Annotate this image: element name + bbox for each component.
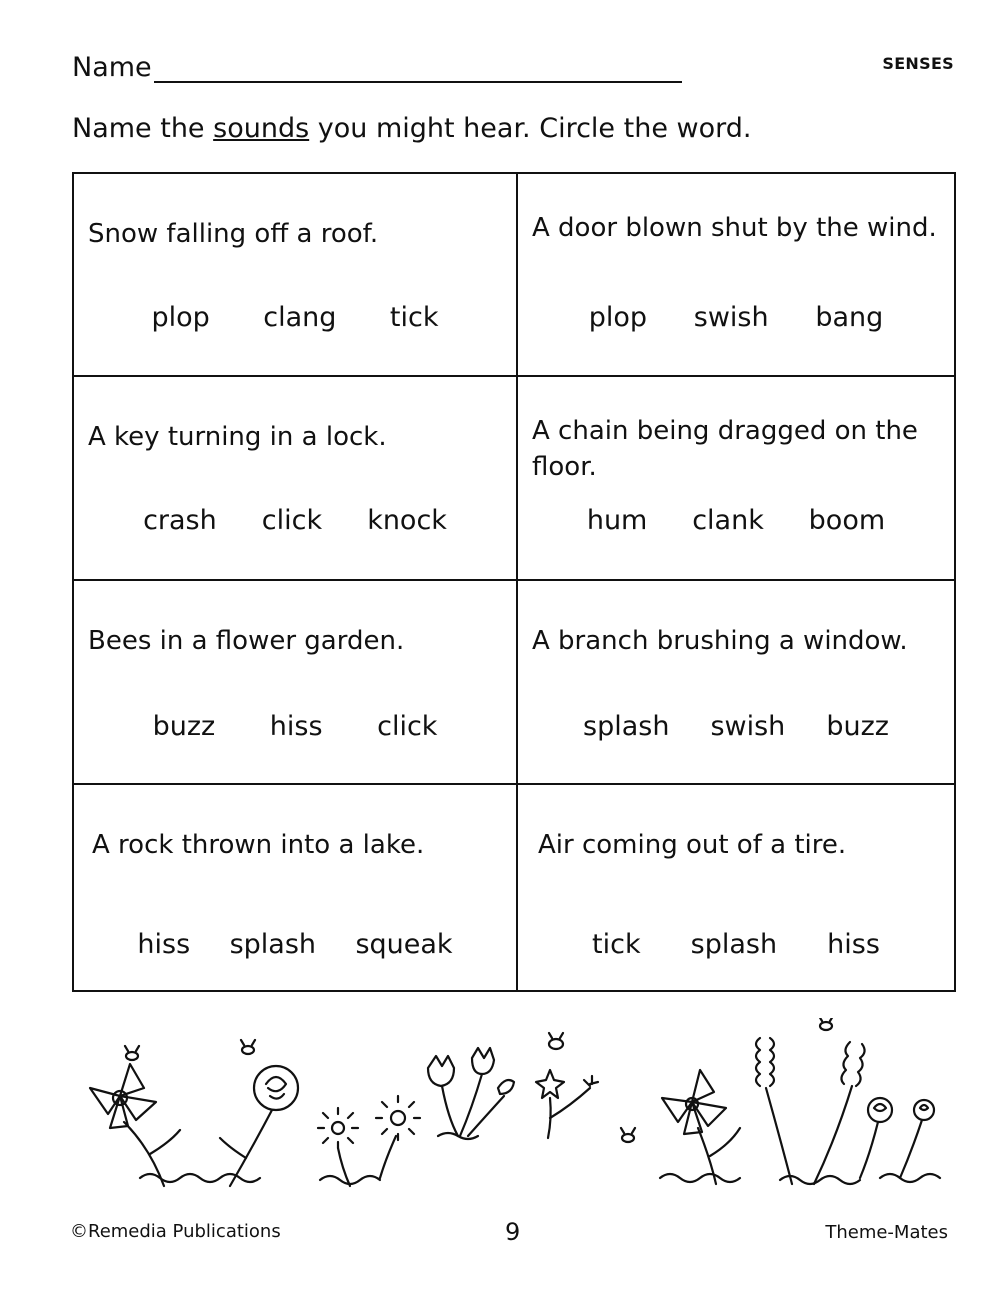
question-prompt: Bees in a flower garden.	[88, 626, 405, 656]
answer-option[interactable]: plop	[588, 302, 648, 333]
question-grid	[72, 172, 956, 992]
answer-option[interactable]: squeak	[355, 929, 453, 960]
answer-option[interactable]: click	[377, 711, 438, 742]
pinwheel-flower-icon	[662, 1070, 740, 1184]
flower-garden-icon	[80, 1018, 960, 1198]
answer-option[interactable]: clang	[263, 302, 337, 333]
answer-option[interactable]: hiss	[269, 711, 323, 742]
question-cell	[518, 581, 954, 785]
answer-option[interactable]: plop	[151, 302, 210, 333]
answer-option[interactable]: buzz	[826, 711, 889, 742]
name-write-line[interactable]	[154, 55, 682, 83]
question-cell	[518, 174, 954, 377]
answer-option[interactable]: swish	[693, 302, 769, 333]
answer-options	[74, 929, 516, 960]
question-prompt: Snow falling off a roof.	[88, 219, 379, 249]
answer-options	[74, 505, 516, 536]
question-cell	[518, 785, 954, 990]
series-name: Theme-Mates	[825, 1222, 948, 1243]
instructions-text-after: you might hear. Circle the word.	[309, 113, 752, 144]
theme-label: SENSES	[882, 54, 954, 73]
answer-options	[518, 929, 954, 960]
answer-option[interactable]: splash	[583, 711, 670, 742]
answer-options	[74, 302, 516, 333]
question-cell	[74, 377, 518, 581]
answer-option[interactable]: swish	[710, 711, 786, 742]
answer-option[interactable]: bang	[815, 302, 884, 333]
answer-options	[518, 505, 954, 536]
pinwheel-flower-icon	[90, 1064, 180, 1186]
question-prompt: A branch brushing a window.	[532, 626, 908, 656]
name-label: Name	[72, 52, 152, 83]
question-cell	[74, 174, 518, 377]
question-cell	[518, 377, 954, 581]
question-cell	[74, 581, 518, 785]
question-prompt: Air coming out of a tire.	[538, 830, 847, 860]
answer-option[interactable]: crash	[143, 505, 217, 536]
answer-option[interactable]: splash	[690, 929, 778, 960]
star-flower-icon	[536, 1033, 635, 1142]
question-cell	[74, 785, 518, 990]
lavender-flower-icon	[756, 1018, 865, 1184]
answer-option[interactable]: buzz	[152, 711, 216, 742]
answer-option[interactable]: splash	[229, 929, 317, 960]
answer-option[interactable]: tick	[592, 929, 641, 960]
question-prompt: A chain being dragged on the floor.	[532, 416, 918, 482]
answer-option[interactable]: tick	[389, 302, 439, 333]
answer-option[interactable]: clank	[692, 505, 764, 536]
page-number: 9	[505, 1218, 521, 1246]
answer-option[interactable]: boom	[808, 505, 886, 536]
daisy-flower-icon	[318, 1096, 420, 1186]
instructions-text-before: Name the	[72, 113, 214, 144]
answer-option[interactable]: hum	[586, 505, 648, 536]
answer-options	[518, 302, 954, 333]
answer-option[interactable]: knock	[367, 505, 447, 536]
answer-option[interactable]: hiss	[827, 929, 880, 960]
grass-icon	[140, 1174, 940, 1184]
answer-option[interactable]: hiss	[137, 929, 191, 960]
answer-option[interactable]: click	[261, 505, 323, 536]
question-prompt: A rock thrown into a lake.	[92, 830, 425, 860]
question-prompt: A door blown shut by the wind.	[532, 213, 937, 243]
tulip-flower-icon	[428, 1048, 514, 1139]
instructions-underlined-word: sounds	[213, 113, 310, 144]
rose-flower-icon	[860, 1098, 934, 1178]
name-field-row	[72, 52, 682, 83]
answer-options	[518, 711, 954, 742]
instructions	[72, 113, 751, 144]
bee-icon	[125, 1040, 255, 1060]
rose-flower-icon	[220, 1066, 298, 1186]
question-prompt: A key turning in a lock.	[88, 422, 387, 452]
copyright-text: ©Remedia Publications	[70, 1221, 281, 1242]
answer-options	[74, 711, 516, 742]
